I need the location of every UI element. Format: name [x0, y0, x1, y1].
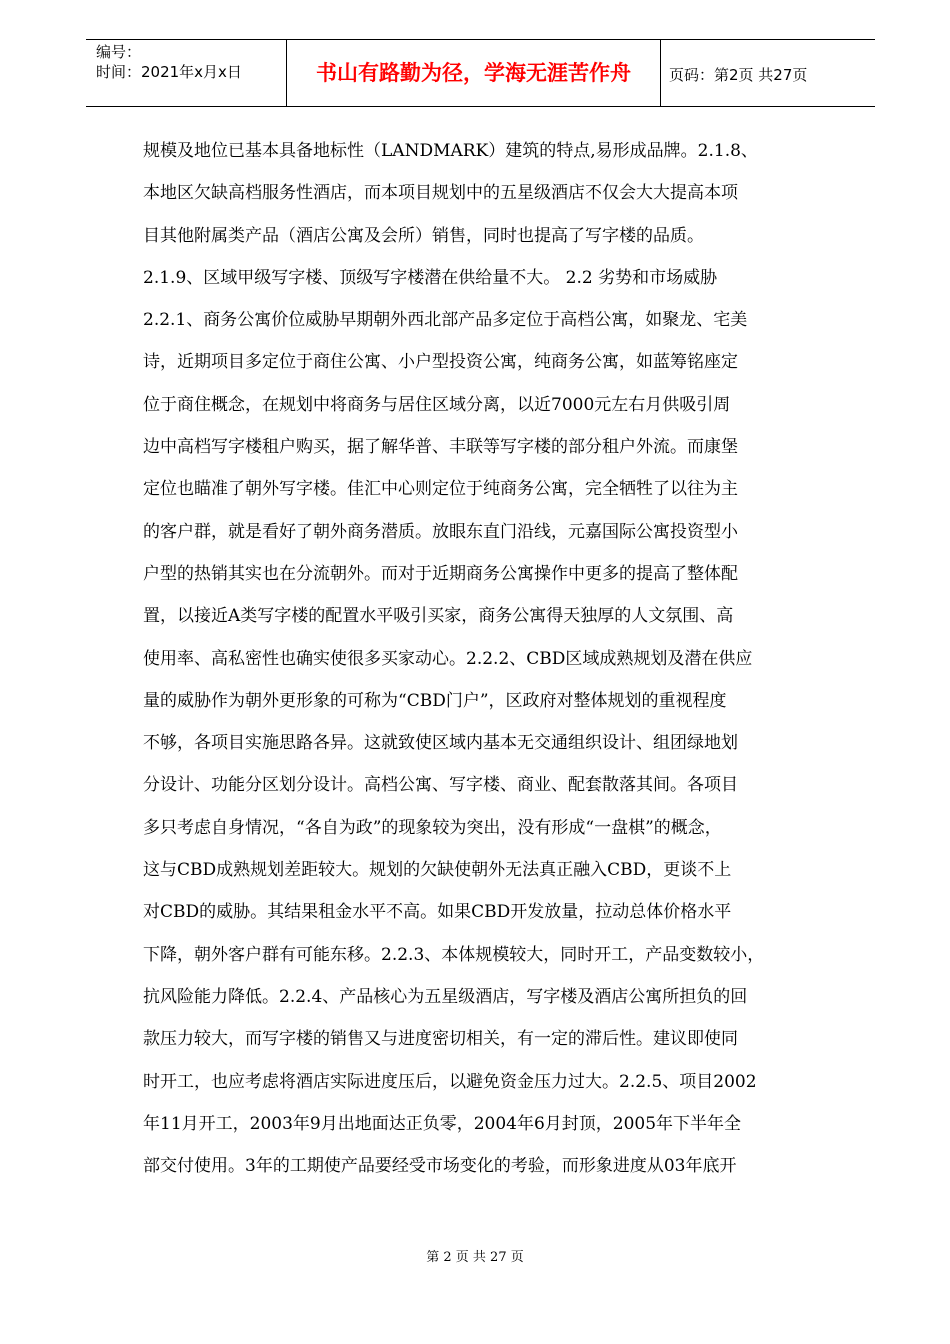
page-header [86, 39, 875, 107]
body-text-line: 边中高档写字楼租户购买，据了解华普、丰联等写字楼的部分租户外流。而康堡 [143, 437, 738, 458]
body-text-line: 2.2.1、商务公寓价位威胁早期朝外西北部产品多定位于高档公寓，如聚龙、宅美 [143, 310, 748, 331]
body-text-line: 诗，近期项目多定位于商住公寓、小户型投资公寓，纯商务公寓，如蓝筹铭座定 [143, 352, 738, 373]
body-text-line: 使用率、高私密性也确实使很多买家动心。2.2.2、CBD区域成熟规划及潜在供应 [143, 648, 753, 669]
body-text-line: 的客户群，就是看好了朝外商务潜质。放眼东直门沿线，元嘉国际公寓投资型小 [143, 521, 738, 542]
body-text-line: 2.1.9、区域甲级写字楼、顶级写字楼潜在供给量不大。 2.2 劣势和市场威胁 [143, 267, 718, 288]
body-text-line: 下降，朝外客户群有可能东移。2.2.3、本体规模较大，同时开工，产品变数较小， [143, 944, 765, 965]
document-body [143, 130, 833, 1187]
body-text-line: 分设计、功能分区划分设计。高档公寓、写字楼、商业、配套散落其间。各项目 [143, 775, 738, 796]
body-text-line: 款压力较大，而写字楼的销售又与进度密切相关，有一定的滞后性。建议即使同 [143, 1029, 738, 1050]
body-text-line: 位于商住概念，在规划中将商务与居住区域分离，以近7000元左右月供吸引周 [143, 394, 731, 415]
body-text-line: 年11月开工，2003年9月出地面达正负零，2004年6月封顶，2005年下半年全 [143, 1113, 742, 1134]
body-text-line: 多只考虑自身情况，“各自为政”的现象较为突出，没有形成“一盘棋”的概念， [143, 817, 722, 838]
document-time-label: 时间：2021年x月x日 [96, 63, 242, 81]
body-text-line: 本地区欠缺高档服务性酒店，而本项目规划中的五星级酒店不仅会大大提高本项 [143, 183, 738, 204]
body-text-line: 对CBD的威胁。其结果租金水平不高。如果CBD开发放量，拉动总体价格水平 [143, 902, 732, 923]
body-text-line: 量的威胁作为朝外更形象的可称为“CBD门户”，区政府对整体规划的重视程度 [143, 690, 727, 711]
body-text-line: 定位也瞄准了朝外写字楼。佳汇中心则定位于纯商务公寓，完全牺牲了以往为主 [143, 479, 738, 500]
body-text-line: 目其他附属类产品（酒店公寓及会所）销售，同时也提高了写字楼的品质。 [143, 225, 704, 246]
body-text-line: 户型的热销其实也在分流朝外。而对于近期商务公寓操作中更多的提高了整体配 [143, 563, 738, 584]
document-number-label: 编号： [96, 43, 142, 61]
header-meta-cell [86, 40, 287, 106]
body-text-line: 不够，各项目实施思路各异。这就致使区域内基本无交通组织设计、组团绿地划 [143, 733, 738, 754]
body-text-line: 这与CBD成熟规划差距较大。规划的欠缺使朝外无法真正融入CBD，更谈不上 [143, 860, 732, 881]
body-text-line: 置，以接近A类写字楼的配置水平吸引买家，商务公寓得天独厚的人文氛围、高 [143, 606, 734, 627]
header-motto: 书山有路勤为径，学海无涯苦作舟 [287, 40, 661, 106]
body-text-line: 规模及地位已基本具备地标性（LANDMARK）建筑的特点,易形成品牌。2.1.8、 [143, 141, 758, 161]
body-text-line: 部交付使用。3年的工期使产品要经受市场变化的考验，而形象进度从03年底开 [143, 1156, 737, 1177]
body-text-line: 时开工，也应考虑将酒店实际进度压后，以避免资金压力过大。2.2.5、项目2002 [143, 1071, 757, 1092]
page-footer: 第 2 页 共 27 页 [426, 1250, 524, 1265]
body-text-line: 抗风险能力降低。2.2.4、产品核心为五星级酒店，写字楼及酒店公寓所担负的回 [143, 986, 748, 1007]
header-page-number: 页码：第2页 共27页 [669, 66, 808, 84]
